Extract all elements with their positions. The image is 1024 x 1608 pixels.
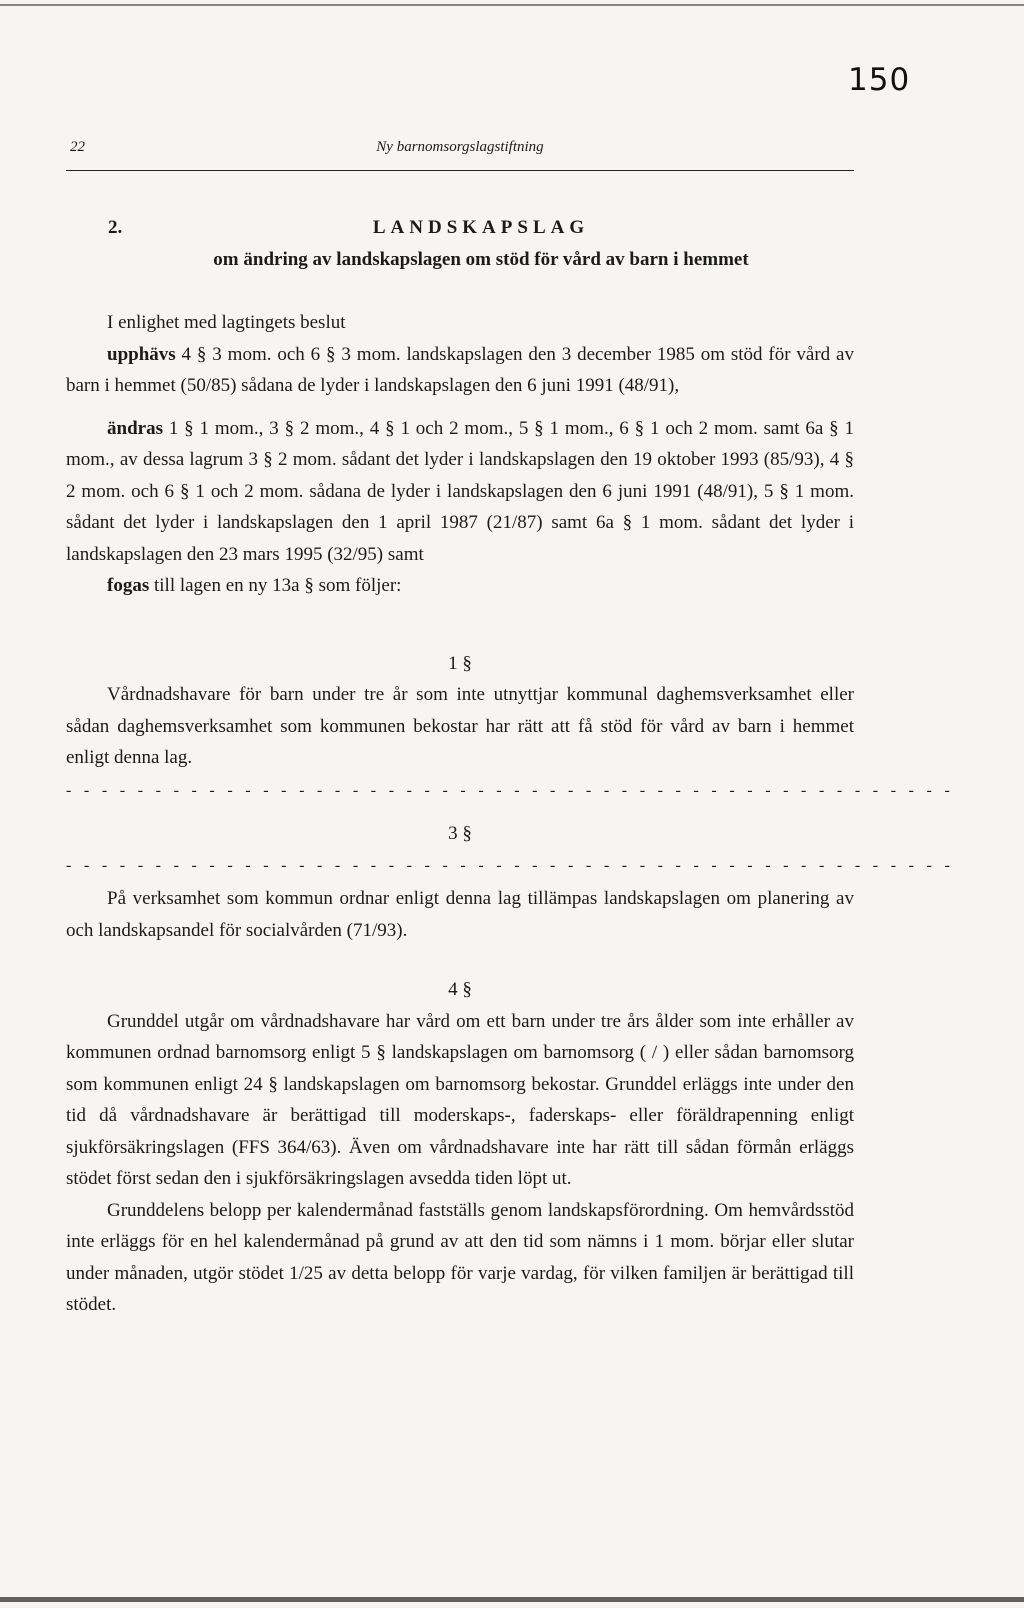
section-heading: 4 §: [448, 979, 472, 1000]
amend-text: 1 § 1 mom., 3 § 2 mom., 4 § 1 och 2 mom., 5 § 1 mom., 6 § 1 och 2 mom. samt 6a § 1 mom., av dessa lagrum 3 § 2 mom. sådant det lyder i landskapslagen den 19 oktober 1993 (85/93), 4 § 2 mom. och 6 § 1 och 2 mom. sådana de lyder i landskapslagen den 6 juni 1991 (48/91), 5 § 1 mom. sådant det lyder i landskapslagen den 1 april 1987 (21/87) samt 6a § 1 mom. sådant det lyder i landskapslagen den 23 mars 1995 (32/95) samt: [66, 417, 854, 565]
page-stamp-number: 150: [848, 62, 911, 98]
page-number: 22: [70, 139, 85, 155]
add-paragraph: [66, 570, 854, 602]
section-heading: 3 §: [448, 822, 472, 844]
document-body: [66, 307, 955, 1321]
header-rule: [66, 170, 854, 171]
omission-dash-line: - - - - - - - - - - - - - - - - - - - - - - - - - - - - - - - - - - - - - - - - - - - - - - - - - -: [66, 781, 955, 799]
running-title: Ny barnomsorgslagstiftning: [376, 139, 544, 155]
section-paragraph: Vårdnadshavare för barn under tre år som inte utnyttjar kommunal daghemsverksamhet eller sådan daghemsverksamhet som kommunen bekostar har rätt att få stöd för vård av barn i hemmet enligt denna lag.: [66, 684, 854, 768]
decision-line: I enlighet med lagtingets beslut: [107, 312, 346, 333]
amend-keyword: ändras: [107, 417, 163, 439]
law-subtitle: om ändring av landskapslagen om stöd för vård av barn i hemmet: [213, 249, 749, 270]
add-text: till lagen en ny 13a § som följer:: [153, 575, 402, 596]
running-header: [66, 135, 854, 161]
repeal-text: 4 § 3 mom. och 6 § 3 mom. landskapslagen den 3 december 1985 om stöd för vård av barn i hemmet (50/85) sådana de lyder i landskapslagen den 6 juni 1991 (48/91),: [66, 343, 854, 396]
repeal-keyword: upphävs: [107, 343, 176, 365]
section-heading: 1 §: [448, 652, 472, 674]
bottom-scan-edge: [0, 1597, 1024, 1602]
top-scan-edge: [0, 4, 1024, 6]
law-number: 2.: [108, 217, 123, 238]
law-title: LANDSKAPSLAG: [372, 217, 590, 238]
section-paragraph: Grunddel utgår om vårdnadshavare har vård om ett barn under tre års ålder som inte erhåller av kommunen ordnad barnomsorg enligt 5 § landskapslagen om barnomsorg ( / ) eller sådan barnomsorg som kommunen enligt 24 § landskapslagen om barnomsorg bekostar. Grunddel erläggs inte under den tid då vårdnadshavare är berättigad till moderskaps-, faderskaps- eller föräldrapenning enligt sjukförsäkringslagen (FFS 364/63). Även om vårdnadshavare inte har rätt till sådan förmån erläggs stödet först sedan den i sjukförsäkringslagen avsedda tiden löpt ut.: [66, 1010, 854, 1189]
repeal-paragraph: [66, 339, 854, 402]
add-keyword: fogas: [107, 575, 150, 596]
omission-dash-line: - - - - - - - - - - - - - - - - - - - - - - - - - - - - - - - - - - - - - - - - - - - - - - - - - -: [66, 857, 955, 874]
section-paragraph: På verksamhet som kommun ordnar enligt denna lag tillämpas landskapslagen om planering av och landskapsandel för socialvården (71/93).: [66, 888, 854, 941]
amend-paragraph: [66, 413, 854, 571]
section-paragraph: Grunddelens belopp per kalendermånad fastställs genom landskapsförordning. Om hemvårdsstöd inte erläggs för en hel kalendermånad på grund av att den tid som nämns i 1 mom. börjar eller slutar under månaden, utgör stödet 1/25 av detta belopp för varje vardag, för vilken familjen är berättigad till stödet.: [66, 1199, 854, 1315]
